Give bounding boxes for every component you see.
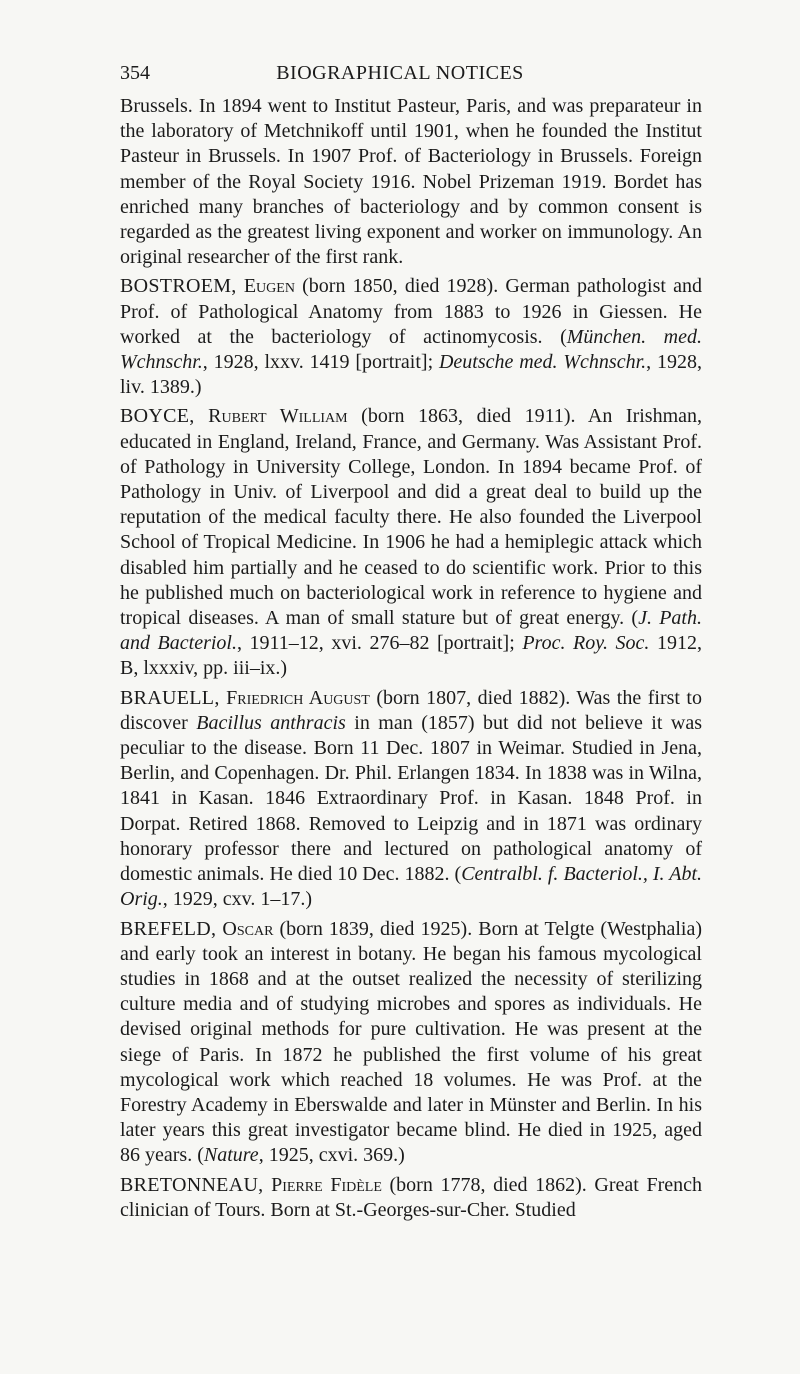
citation-title: Nature [203, 1144, 259, 1167]
entry-text: (born 1807, died 1882). Was the first to discover [120, 686, 702, 734]
entry-given-names: Friedrich August [226, 686, 370, 709]
biography-entry-brauell [120, 686, 702, 913]
citation-title: Centralbl. f. Bacteriol., I. Abt. Orig. [120, 863, 702, 911]
entry-text: (born 1850, died 1928). German pathologist and Prof. of Pathological Anatomy from 1883 to 1926 in Giessen. He worked at the bacteriology of actinomycosis. ( [120, 275, 703, 348]
entry-given-names: Eugen [243, 275, 295, 298]
entry-text: , 1925, cxvi. 369.) [258, 1144, 405, 1167]
citation-title: Bacillus anthracis [196, 711, 346, 734]
entry-surname: BRETONNEAU, [120, 1173, 264, 1196]
entry-text: , 1929, cxv. 1–17.) [162, 888, 313, 911]
text-body [120, 94, 702, 1223]
citation-title: Deutsche med. Wchnschr. [438, 351, 647, 374]
citation-title: Proc. Roy. Soc. [522, 632, 650, 655]
biography-entry-bostroem [120, 274, 702, 400]
running-head: BIOGRAPHICAL NOTICES [276, 62, 524, 84]
entry-given-names: Oscar [222, 917, 274, 940]
entry-surname: BRAUELL, [120, 686, 220, 709]
page-number: 354 [120, 62, 150, 84]
entry-text: (born 1778, died 1862). Great French clinician of Tours. Born at St.-Georges-sur-Cher. Studied [120, 1173, 702, 1221]
entry-text: , 1928, lxxv. 1419 [portrait]; [202, 351, 439, 374]
entry-text: 1912, B, lxxxiv, pp. iii–ix.) [120, 632, 702, 680]
entry-continuation: Brussels. In 1894 went to Institut Pasteur, Paris, and was preparateur in the laboratory of Metchnikoff until 1901, when he founded the Institut Pasteur in Brussels. In 1907 Prof. of Bacteriology in Brussels. Foreign member of the Royal Society 1916. Nobel Prizeman 1919. Bordet has enriched many branches of bacteriology and by common consent is regarded as the greatest living exponent and worker on immunology. An original researcher of the first rank. [120, 95, 702, 269]
entry-text: , 1928, liv. 1389.) [120, 351, 702, 399]
entry-text: , 1911–12, xvi. 276–82 [portrait]; [236, 632, 523, 655]
entry-given-names: Pierre Fidèle [271, 1173, 382, 1196]
page-header [0, 62, 800, 92]
biography-entry-brefeld [120, 917, 702, 1169]
entry-text: in man (1857) but did not believe it was peculiar to the disease. Born 11 Dec. 1807 in Weimar. Studied in Jena, Berlin, and Copenhagen. Dr. Phil. Erlangen 1834. In 1838 was in Wilna, 1841 in Kasan. 1846 Extraordinary Prof. in Kasan. 1848 Prof. in Dorpat. Retired 1868. Removed to Leipzig and in 1871 was ordinary honorary professor there and lectured on pathological anatomy of domestic animals. He died 10 Dec. 1882. ( [120, 711, 702, 886]
entry-text: (born 1863, died 1911). An Irishman, educated in England, Ireland, France, and Germany. Was Assistant Prof. of Pathology in University College, London. In 1894 became Prof. of Pathology in Univ. of Liverpool and did a great deal to build up the reputation of the medical faculty there. He also founded the Liverpool School of Tropical Medicine. In 1906 he had a hemiplegic attack which disabled him partially and he ceased to do scientific work. Prior to this he published much on bacteriological work in reference to hygiene and tropical diseases. A man of small stature but of great energy. ( [120, 405, 703, 630]
citation-title: München. med. Wchnschr. [120, 325, 702, 374]
entry-surname: BOSTROEM, [120, 275, 237, 298]
biography-entry-bretonneau [120, 1173, 702, 1223]
entry-text: (born 1839, died 1925). Born at Telgte (Westphalia) and early took an interest in botany. He began his famous mycological studies in 1868 and at the outset realized the necessity of sterilizing culture media and of studying microbes and spores as individuals. He devised original methods for pure cultivation. He was present at the siege of Paris. In 1872 he published the first volume of his great mycological work which reached 18 volumes. He was Prof. at the Forestry Academy in Eberswalde and later in Münster and Berlin. In his later years this great investigator became blind. He died in 1925, aged 86 years. ( [120, 917, 702, 1167]
entry-surname: BREFELD, [120, 917, 217, 940]
biography-entry-boyce [120, 404, 702, 681]
entry-given-names: Rubert William [208, 405, 348, 428]
entry-surname: BOYCE, [120, 405, 195, 428]
citation-title: J. Path. and Bacteriol. [120, 607, 702, 655]
